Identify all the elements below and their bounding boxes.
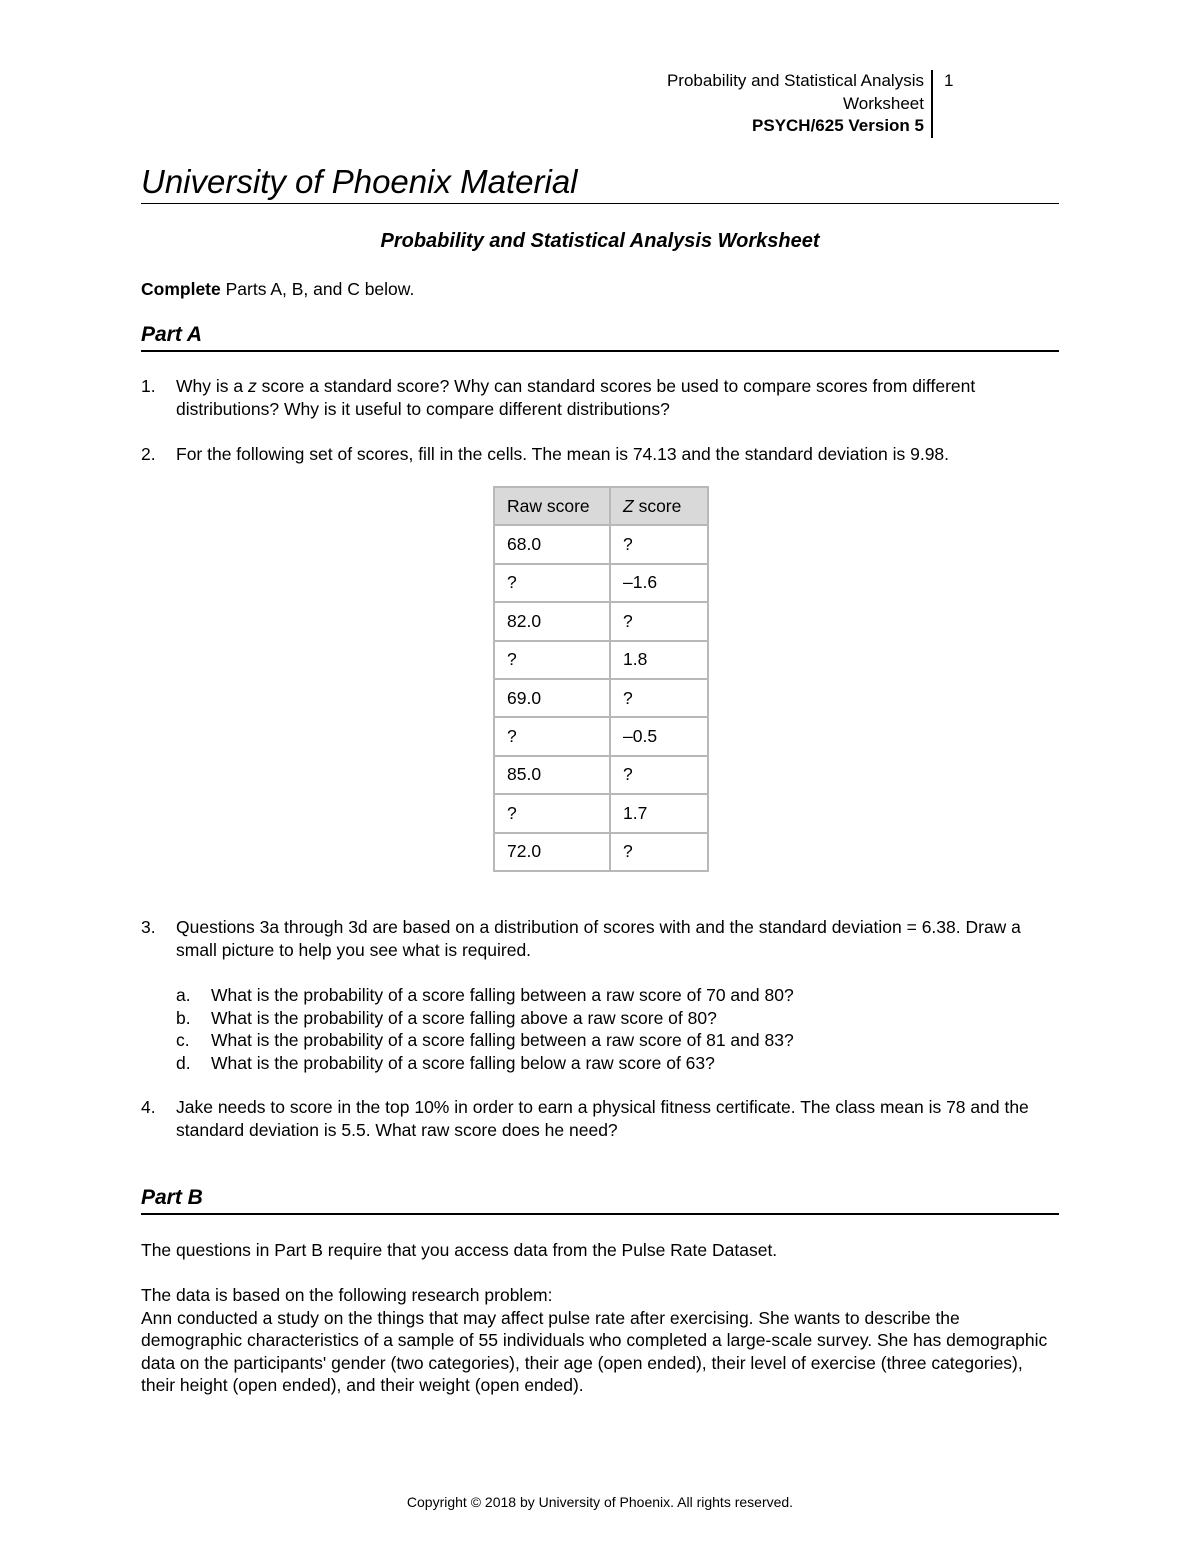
raw-score-cell: ? xyxy=(494,564,610,602)
research-problem-label: The data is based on the following research problem: xyxy=(141,1285,553,1305)
question-1-text-a: Why is a xyxy=(176,376,248,396)
header-divider xyxy=(931,70,933,138)
question-3d-text: What is the probability of a score falling below a raw score of 63? xyxy=(211,1052,715,1073)
question-4-number: 4. xyxy=(141,1097,156,1117)
z-score-cell: ? xyxy=(610,679,708,717)
question-2-text: For the following set of scores, fill in the cells. The mean is 74.13 and the standard deviation is 9.98. xyxy=(176,444,950,464)
z-score-cell: –1.6 xyxy=(610,564,708,602)
z-score-cell: ? xyxy=(610,525,708,563)
question-3 xyxy=(141,916,1059,961)
header-z-italic: Z xyxy=(623,495,634,516)
raw-score-cell: 68.0 xyxy=(494,525,610,563)
question-3a-letter: a. xyxy=(176,985,191,1005)
raw-score-cell: ? xyxy=(494,717,610,755)
question-3c-letter: c. xyxy=(176,1030,190,1050)
header-course-version: PSYCH/625 Version 5 xyxy=(752,116,924,135)
worksheet-title: Probability and Statistical Analysis Worksheet xyxy=(380,230,820,252)
question-1-text xyxy=(176,375,1059,420)
question-3c-text: What is the probability of a score falling between a raw score of 81 and 83? xyxy=(211,1030,794,1050)
table-row xyxy=(494,679,708,717)
question-3d-letter: d. xyxy=(176,1052,191,1073)
table-row xyxy=(494,564,708,602)
z-score-cell: ? xyxy=(610,602,708,640)
header-line-2: Worksheet xyxy=(843,93,924,113)
table-row xyxy=(494,602,708,640)
question-3a-text: What is the probability of a score falling between a raw score of 70 and 80? xyxy=(211,985,794,1005)
question-3b-text: What is the probability of a score falling above a raw score of 80? xyxy=(211,1007,717,1028)
question-1-text-b: score a standard score? Why can standard scores be used to compare scores from different distributions? Why is it useful to compare different distributions? xyxy=(176,376,976,419)
question-2 xyxy=(141,443,1059,466)
raw-score-cell: ? xyxy=(494,794,610,832)
instructions xyxy=(141,278,414,301)
question-1 xyxy=(141,375,1059,420)
part-a-divider xyxy=(141,350,1059,352)
question-3-number: 3. xyxy=(141,917,156,937)
z-score-cell: ? xyxy=(610,833,708,871)
question-3d xyxy=(176,1052,1056,1075)
instructions-bold: Complete xyxy=(141,279,221,299)
table-row xyxy=(494,525,708,563)
document-title: University of Phoenix Material xyxy=(141,163,578,200)
table-row xyxy=(494,641,708,679)
header-z-score: Z score xyxy=(610,487,708,525)
table-row xyxy=(494,833,708,871)
instructions-text: Parts A, B, and C below. xyxy=(220,279,415,299)
part-b-heading: Part B xyxy=(141,1186,203,1209)
table-row xyxy=(494,717,708,755)
title-divider xyxy=(141,203,1059,204)
question-3c xyxy=(176,1029,1056,1052)
raw-score-cell: 82.0 xyxy=(494,602,610,640)
header-raw-score: Raw score xyxy=(494,487,610,525)
table-header-row xyxy=(494,487,708,525)
question-2-number: 2. xyxy=(141,444,156,464)
raw-score-cell: 85.0 xyxy=(494,756,610,794)
header-line-1: Probability and Statistical Analysis xyxy=(666,71,924,90)
part-b-divider xyxy=(141,1213,1059,1215)
question-4 xyxy=(141,1096,1059,1141)
copyright-footer: Copyright © 2018 by University of Phoenix. All rights reserved. xyxy=(406,1494,794,1510)
z-score-cell: 1.7 xyxy=(610,794,708,832)
question-3-text: Questions 3a through 3d are based on a distribution of scores with and the standard deviation = 6.38. Draw a small picture to help you see what is required. xyxy=(176,917,1021,960)
table-row xyxy=(494,794,708,832)
z-score-cell: ? xyxy=(610,756,708,794)
part-b-intro: The questions in Part B require that you access data from the Pulse Rate Dataset. xyxy=(141,1240,778,1260)
research-problem-body: Ann conducted a study on the things that may affect pulse rate after exercising. She wants to describe the demographic characteristics of a sample of 55 individuals who completed a large-scale survey. She has demographic data on the participants' gender (two categories), their age (open ended), their level of exercise (three categories), their height (open ended), and their weight (open ended). xyxy=(141,1307,1048,1395)
raw-score-cell: 69.0 xyxy=(494,679,610,717)
question-1-number: 1. xyxy=(141,376,156,396)
question-4-text: Jake needs to score in the top 10% in order to earn a physical fitness certificate. The class mean is 78 and the standard deviation is 5.5. What raw score does he need? xyxy=(176,1097,1029,1140)
raw-score-cell: ? xyxy=(494,641,610,679)
running-header xyxy=(560,70,924,138)
question-3b-letter: b. xyxy=(176,1007,191,1028)
question-3a xyxy=(176,984,1056,1007)
page-number: 1 xyxy=(944,71,954,90)
scores-table xyxy=(493,486,709,872)
table-row xyxy=(494,756,708,794)
z-score-cell: 1.8 xyxy=(610,641,708,679)
question-1-italic-z: z xyxy=(247,376,257,396)
raw-score-cell: 72.0 xyxy=(494,833,610,871)
part-a-heading: Part A xyxy=(141,323,203,346)
z-score-cell: –0.5 xyxy=(610,717,708,755)
question-3b xyxy=(176,1007,1056,1030)
